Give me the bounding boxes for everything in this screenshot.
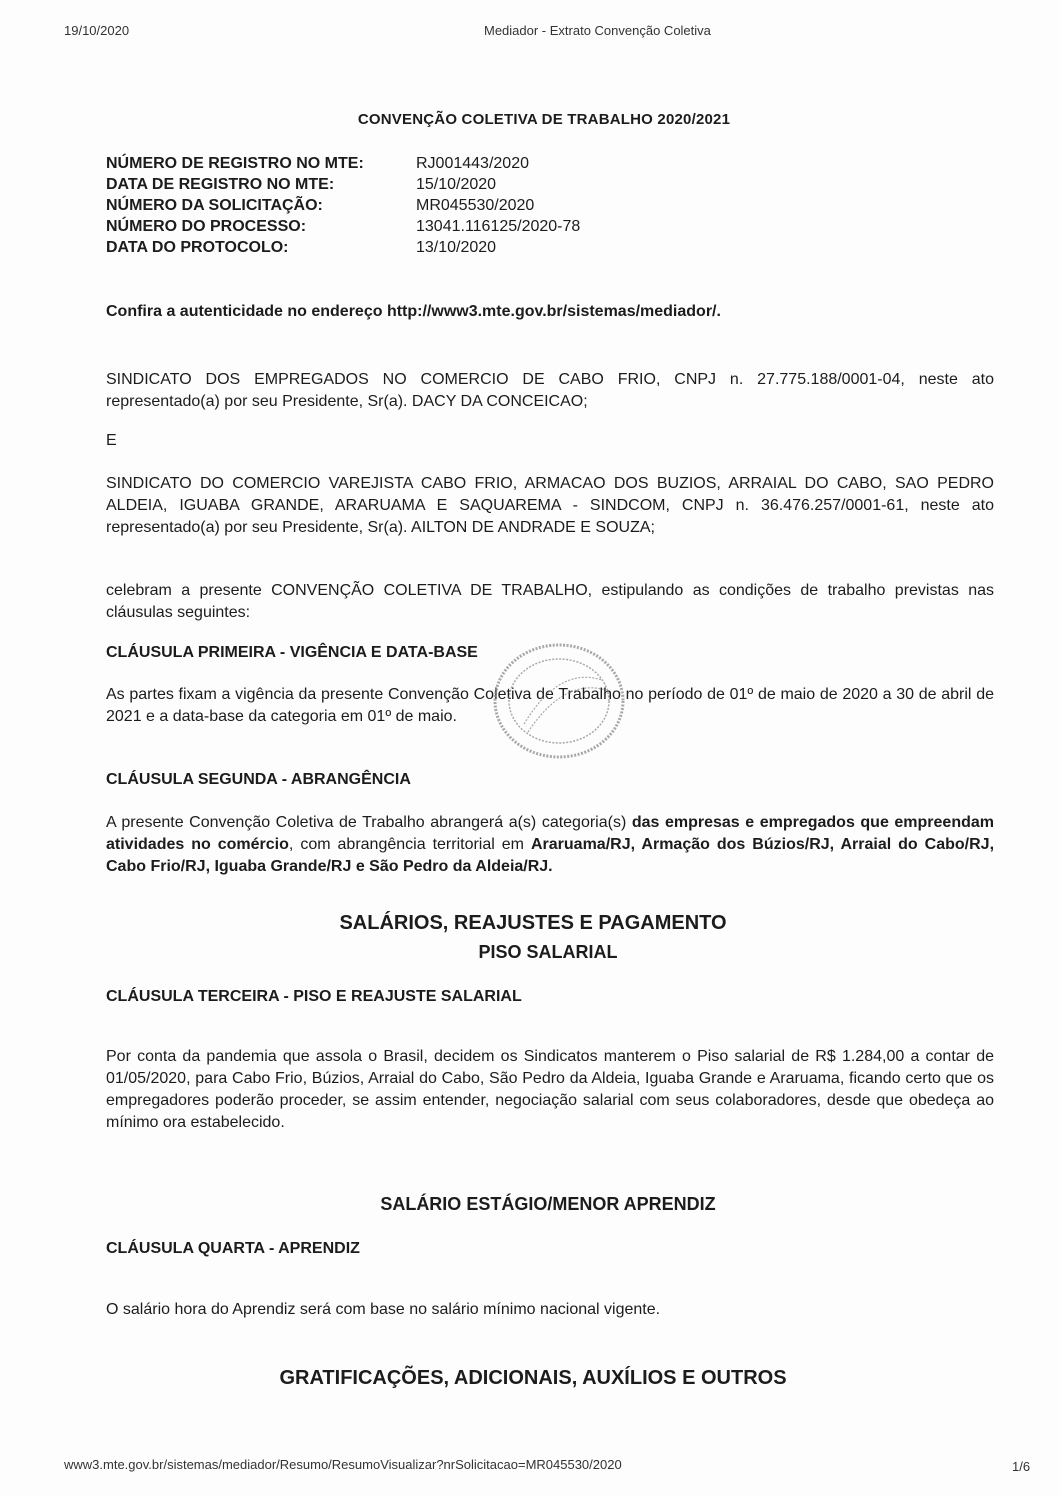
registration-label: DATA DO PROTOCOLO: [106,239,289,256]
clause-2-title: CLÁUSULA SEGUNDA - ABRANGÊNCIA [106,771,411,788]
section-piso-subtitle: PISO SALARIAL [478,942,618,962]
clause-3-text: Por conta da pandemia que assola o Brasil, decidem os Sindicatos manterem o Piso salarial de R$ 1.284,00 a contar de 01/05/2020, para Cabo Frio, Búzios, Arraial do Cabo, São Pedro da Aldeia, Iguaba Grande e Araruama, ficando certo que os empregadores poderão proceder, se assim entender, negociação salarial com seus colaboradores, desde que obedeça ao mínimo ora estabelecido. [106,1048,994,1131]
registration-value: 13041.116125/2020-78 [416,218,581,235]
mte-registration-stamp-icon [484,636,634,766]
party-employers: SINDICATO DO COMERCIO VAREJISTA CABO FRIO, ARMACAO DOS BUZIOS, ARRAIAL DO CABO, SAO PEDRO ALDEIA, IGUABA GRANDE, ARARUAMA E SAQUAREMA - SINDCOM, CNPJ n. 36.476.257/0001-61, neste ato representado(a) por seu Presidente, Sr(a). AILTON DE ANDRADE E SOUZA; [106,475,994,536]
clause-2-text-part: A presente Convenção Coletiva de Trabalho abrangerá a(s) categoria(s) [106,814,632,831]
registration-label: NÚMERO DA SOLICITAÇÃO: [106,197,323,214]
clause-1-text: As partes fixam a vigência da presente Convenção Coletiva de Trabalho no período de 01º de maio de 2020 a 30 de abril de 2021 e a data-base da categoria em 01º de maio. [106,686,994,725]
party-employees: SINDICATO DOS EMPREGADOS NO COMERCIO DE CABO FRIO, CNPJ n. 27.775.188/0001-04, neste ato representado(a) por seu Presidente, Sr(a). DACY DA CONCEICAO; [106,371,994,410]
clause-2-text [106,812,994,878]
clause-2-categories: das empresas e empregados que empreendam atividades no comércio [106,814,995,853]
registration-value: 15/10/2020 [416,176,497,193]
authenticity-note: Confira a autenticidade no endereço http://www3.mte.gov.br/sistemas/mediador/. [106,303,721,320]
registration-label: DATA DE REGISTRO NO MTE: [106,176,335,193]
registration-value: RJ001443/2020 [416,155,529,172]
document-title: CONVENÇÃO COLETIVA DE TRABALHO 2020/2021 [357,111,731,128]
clause-4-text: O salário hora do Aprendiz será com base no salário mínimo nacional vigente. [106,1301,661,1318]
section-estagio-subtitle: SALÁRIO ESTÁGIO/MENOR APRENDIZ [380,1194,716,1214]
conjunction-e: E [106,432,117,449]
registration-value: MR045530/2020 [416,197,535,214]
footer-page-number: 1/6 [1012,1459,1031,1474]
clause-3-title: CLÁUSULA TERCEIRA - PISO E REAJUSTE SALARIAL [106,988,522,1005]
registration-value: 13/10/2020 [416,239,497,256]
print-date: 19/10/2020 [64,23,130,38]
clause-2-territories: Araruama/RJ, Armação dos Búzios/RJ, Arraial do Cabo/RJ, Cabo Frio/RJ, Iguaba Grande/RJ e São Pedro da Aldeia/RJ. [106,836,995,875]
print-page-title: Mediador - Extrato Convenção Coletiva [484,23,711,38]
clause-1-title: CLÁUSULA PRIMEIRA - VIGÊNCIA E DATA-BASE [106,644,478,661]
section-salarios-title: SALÁRIOS, REAJUSTES E PAGAMENTO [339,912,727,934]
registration-label: NÚMERO DO PROCESSO: [106,218,307,235]
footer-url: www3.mte.gov.br/sistemas/mediador/Resumo/ResumoVisualizar?nrSolicitacao=MR045530/2020 [64,1457,622,1472]
clause-2-text-part: , com abrangência territorial em [288,836,531,853]
intro-paragraph: celebram a presente CONVENÇÃO COLETIVA DE TRABALHO, estipulando as condições de trabalho previstas nas cláusulas seguintes: [106,582,994,621]
registration-label: NÚMERO DE REGISTRO NO MTE: [106,155,364,172]
clause-4-title: CLÁUSULA QUARTA - APRENDIZ [106,1240,360,1257]
section-gratificacoes-title: GRATIFICAÇÕES, ADICIONAIS, AUXÍLIOS E OUTROS [279,1367,787,1389]
